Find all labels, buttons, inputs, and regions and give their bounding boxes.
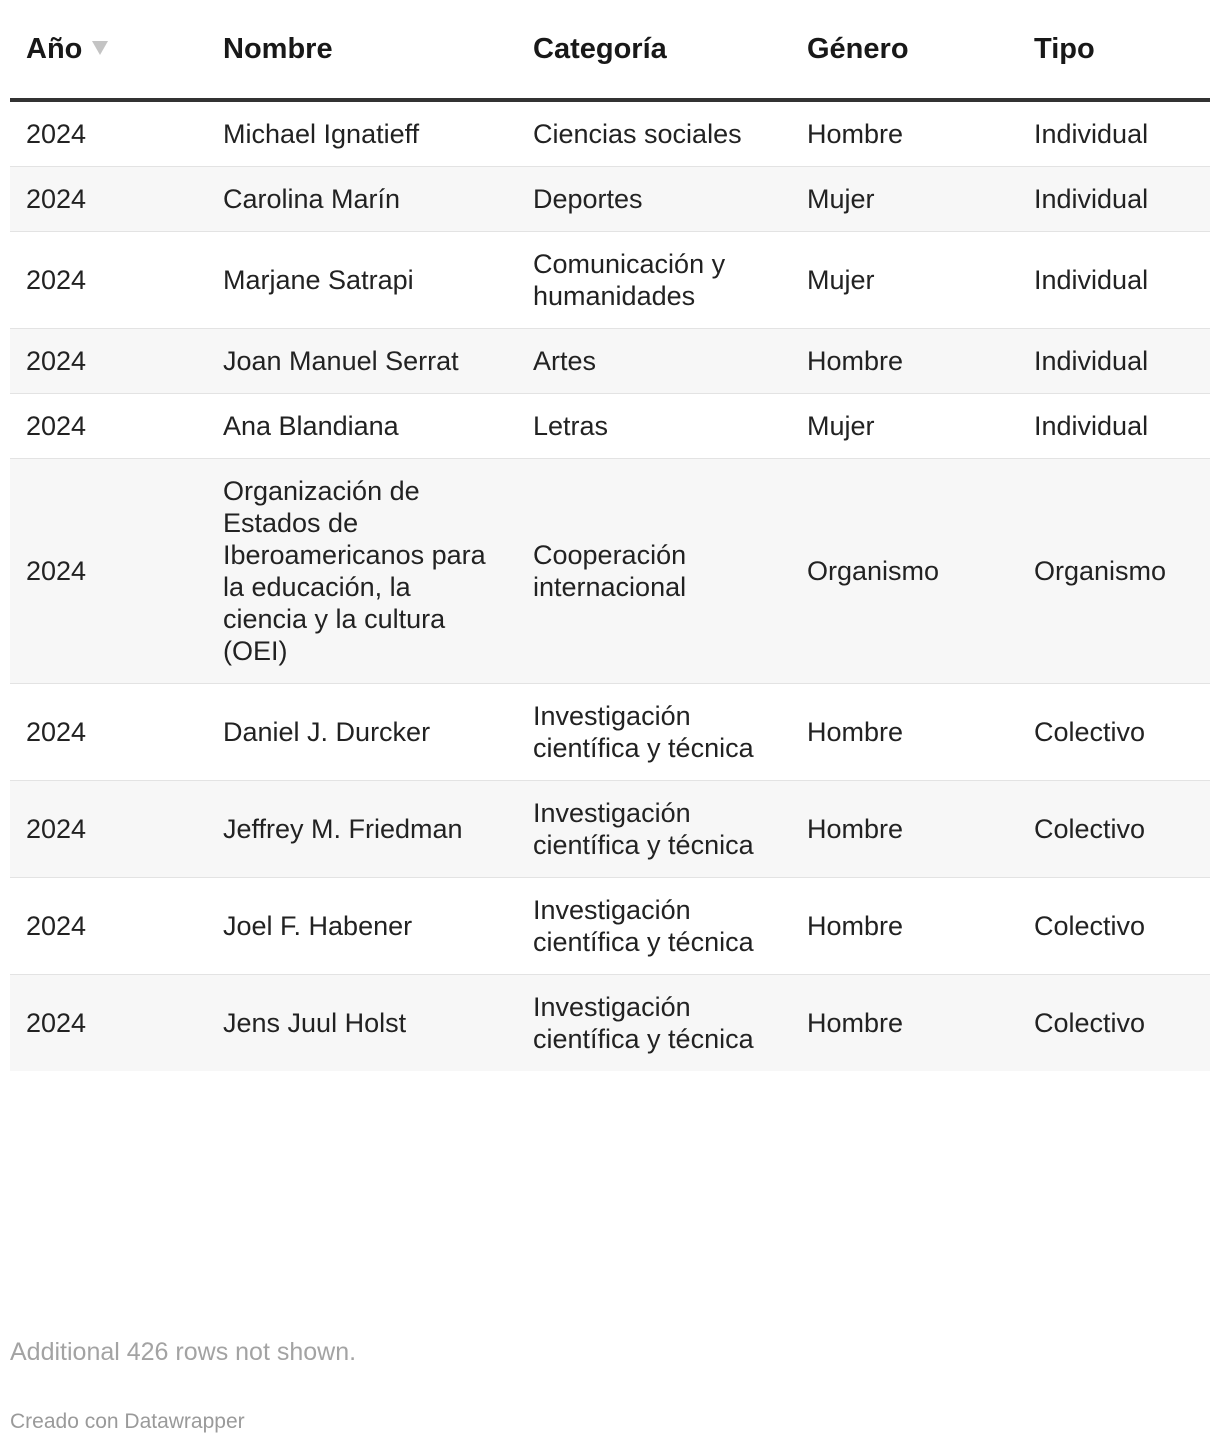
column-header-name-label: Nombre: [223, 32, 333, 65]
table-notes: Additional 426 rows not shown.: [10, 1338, 357, 1366]
cell-gender: Hombre: [791, 100, 1018, 167]
cell-year: 2024: [10, 459, 207, 684]
column-header-category-label: Categoría: [533, 32, 667, 65]
cell-category: Investigación científica y técnica: [517, 781, 791, 878]
cell-gender: Hombre: [791, 684, 1018, 781]
cell-gender: Organismo: [791, 459, 1018, 684]
credit-link[interactable]: Creado con Datawrapper: [10, 1410, 245, 1433]
cell-name: Ana Blandiana: [207, 394, 517, 459]
cell-name: Joel F. Habener: [207, 878, 517, 975]
cell-type: Individual: [1018, 232, 1210, 329]
cell-category: Comunicación y humanidades: [517, 232, 791, 329]
cell-name: Daniel J. Durcker: [207, 684, 517, 781]
column-header-year-label: Año: [26, 32, 83, 65]
cell-gender: Hombre: [791, 878, 1018, 975]
cell-category: Cooperación internacional: [517, 459, 791, 684]
column-header-type[interactable]: [1018, 0, 1210, 100]
cell-type: Individual: [1018, 394, 1210, 459]
cell-type: Individual: [1018, 329, 1210, 394]
cell-type: Colectivo: [1018, 878, 1210, 975]
cell-year: 2024: [10, 975, 207, 1072]
cell-category: Investigación científica y técnica: [517, 975, 791, 1072]
table-row: [10, 100, 1210, 167]
cell-name: Jens Juul Holst: [207, 975, 517, 1072]
table-row: [10, 781, 1210, 878]
cell-category: Letras: [517, 394, 791, 459]
cell-category: Deportes: [517, 167, 791, 232]
cell-type: Individual: [1018, 100, 1210, 167]
cell-type: Organismo: [1018, 459, 1210, 684]
cell-year: 2024: [10, 781, 207, 878]
cell-year: 2024: [10, 100, 207, 167]
cell-name: Jeffrey M. Friedman: [207, 781, 517, 878]
cell-category: Investigación científica y técnica: [517, 684, 791, 781]
cell-name: Organización de Estados de Iberoamericanos para la educación, la ciencia y la cultura (OEI): [207, 459, 517, 684]
cell-year: 2024: [10, 394, 207, 459]
cell-type: Colectivo: [1018, 781, 1210, 878]
table-row: [10, 167, 1210, 232]
cell-name: Joan Manuel Serrat: [207, 329, 517, 394]
cell-type: Individual: [1018, 167, 1210, 232]
table-row: [10, 975, 1210, 1072]
sort-descending-icon: [92, 41, 108, 55]
cell-year: 2024: [10, 878, 207, 975]
cell-type: Colectivo: [1018, 975, 1210, 1072]
column-header-year[interactable]: [10, 0, 207, 100]
data-table: [10, 0, 1210, 1071]
cell-year: 2024: [10, 329, 207, 394]
column-header-gender-label: Género: [807, 32, 909, 65]
cell-category: Ciencias sociales: [517, 100, 791, 167]
cell-gender: Mujer: [791, 232, 1018, 329]
cell-category: Investigación científica y técnica: [517, 878, 791, 975]
table-row: [10, 329, 1210, 394]
cell-type: Colectivo: [1018, 684, 1210, 781]
cell-name: Michael Ignatieff: [207, 100, 517, 167]
table-container: [10, 0, 1210, 1071]
table-row: [10, 232, 1210, 329]
cell-year: 2024: [10, 167, 207, 232]
cell-category: Artes: [517, 329, 791, 394]
column-header-gender[interactable]: [791, 0, 1018, 100]
table-header: [10, 0, 1210, 100]
cell-gender: Hombre: [791, 975, 1018, 1072]
cell-year: 2024: [10, 232, 207, 329]
cell-gender: Hombre: [791, 329, 1018, 394]
table-row: [10, 459, 1210, 684]
table-row: [10, 394, 1210, 459]
header-row: [10, 0, 1210, 100]
cell-year: 2024: [10, 684, 207, 781]
column-header-type-label: Tipo: [1034, 32, 1095, 65]
cell-gender: Mujer: [791, 394, 1018, 459]
column-header-category[interactable]: [517, 0, 791, 100]
cell-gender: Mujer: [791, 167, 1018, 232]
cell-name: Marjane Satrapi: [207, 232, 517, 329]
table-body: [10, 100, 1210, 1071]
table-row: [10, 684, 1210, 781]
cell-name: Carolina Marín: [207, 167, 517, 232]
table-row: [10, 878, 1210, 975]
cell-gender: Hombre: [791, 781, 1018, 878]
column-header-name[interactable]: [207, 0, 517, 100]
